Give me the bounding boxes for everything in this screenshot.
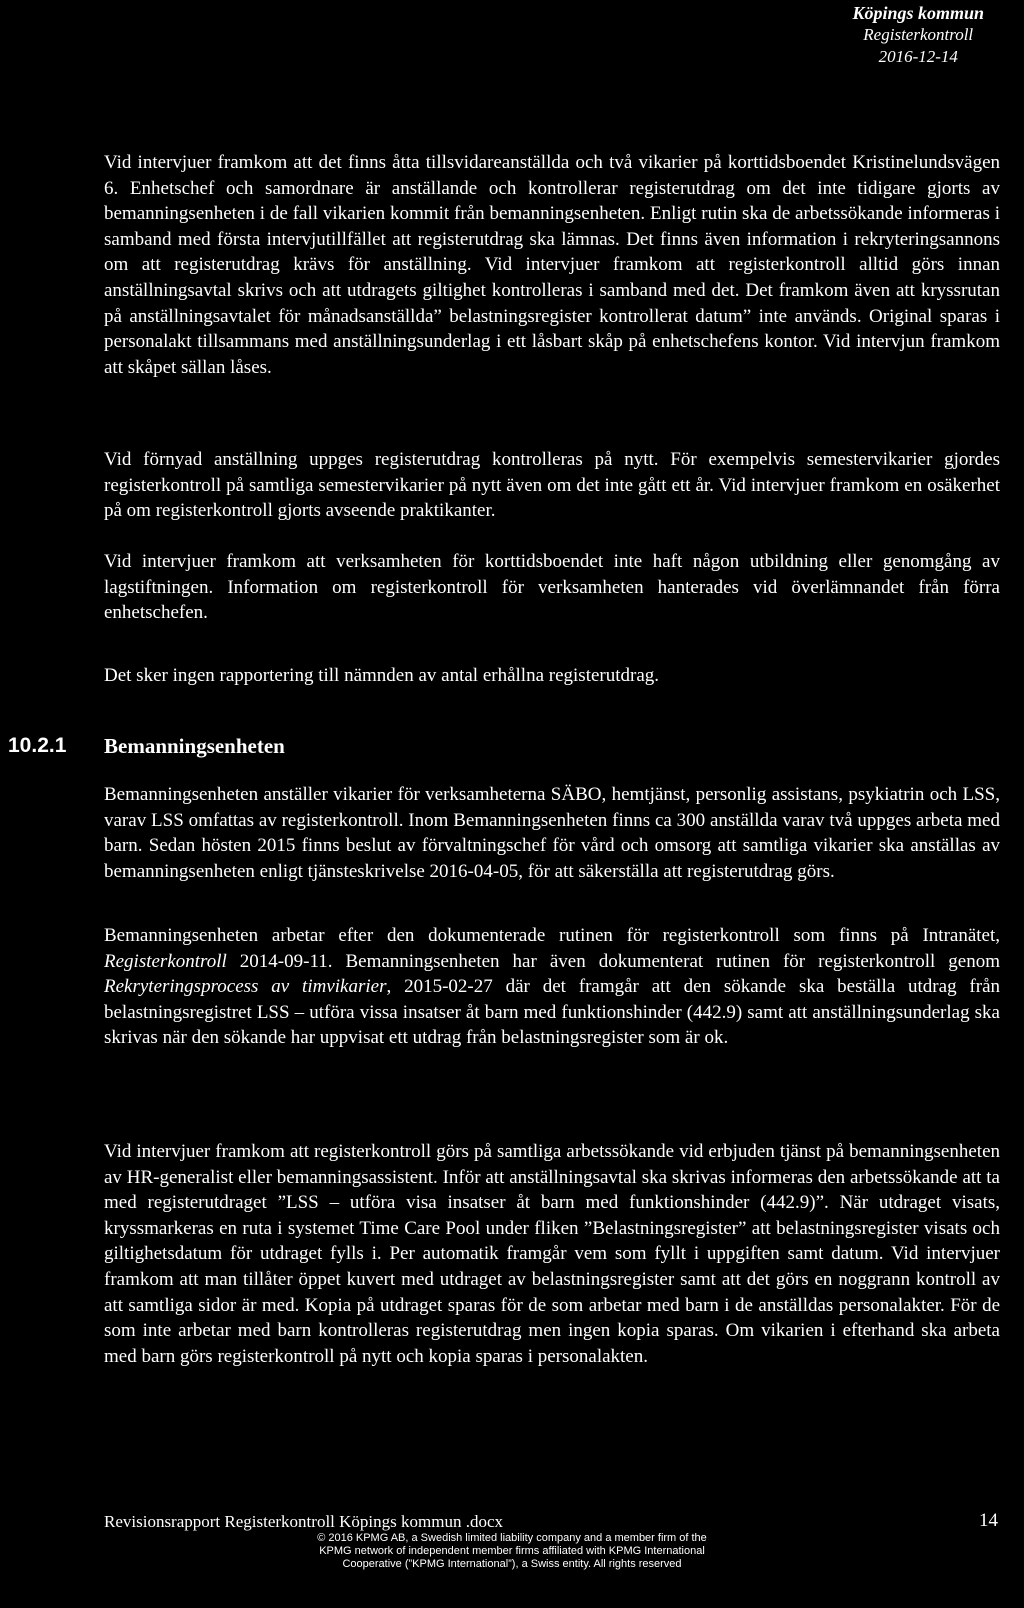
paragraph-3 [104, 549, 1000, 626]
header-document-title: Registerkontroll [863, 25, 974, 44]
section-paragraph-2 [104, 923, 1000, 1051]
section-paragraph-3 [104, 1139, 1000, 1369]
section-number: 10.2.1 [8, 734, 67, 757]
paragraph-text: Vid förnyad anställning uppges registerutdrag kontrolleras på nytt. För exempelvis semestervikarier gjordes registerkontroll på samtliga semestervikarier på nytt även om det inte gått ett år. Vid intervjuer framkom en osäkerhet på om registerkontroll gjorts avseende praktikanter. [104, 449, 1000, 522]
section-title: Bemanningsenheten [104, 734, 285, 758]
text-run: 2014-09-11. Bemanningsenheten har även dokumenterat rutinen för registerkontroll genom [226, 950, 1000, 972]
page-number: 14 [979, 1510, 998, 1531]
routine-title: Registerkontroll [104, 950, 227, 972]
process-title: Rekryteringsprocess av timvikarier [104, 976, 387, 998]
paragraph-1 [104, 150, 1000, 380]
page-header [852, 2, 984, 68]
header-date: 2016-12-14 [878, 47, 958, 66]
text-run: , 2015-02-27 där det framgår att den sökande ska beställa utdrag från belastningsregistret LSS – utföra vissa insatser åt barn med funktionshinder (442.9) samt att anställningsunderlag ska skrivas när den sökande har uppvisat ett utdrag från belastningsregister som är ok. [104, 976, 1001, 1049]
paragraph-text: Bemanningsenheten anställer vikarier för verksamheterna SÄBO, hemtjänst, personlig assistans, psykiatrin och LSS, varav LSS omfattas av registerkontroll. Inom Bemanningsenheten finns ca 300 anställda varav två uppges arbeta med barn. Sedan hösten 2015 finns beslut av förvaltningschef för vård och omsorg att samtliga vikarier ska anställas av bemanningsenheten enligt tjänsteskrivelse 2016-04-05, för att säkerställa att registerutdrag görs. [104, 784, 1000, 882]
paragraph-4 [104, 663, 1000, 689]
paragraph-text: Vid intervjuer framkom att det finns åtta tillsvidareanställda och två vikarier på korttidsboendet Kristinelundsvägen 6. Enhetschef och samordnare är anställande och kontrollerar registerutdrag om det inte tidigare gjorts av bemanningsenheten i de fall vikarien kommit från bemanningsenheten. Enligt rutin ska de arbetssökande informeras i samband med första intervjutillfället att registerutdrag ska lämnas. Det finns även information i rekryteringsannons om att registerutdrag krävs för anställning. Vid intervjuer framkom att registerkontroll alltid görs innan anställningsavtal skrivs och att utdragets giltighet kontrolleras i samband med det. Det framkom även att kryssrutan på anställningsavtalet för månadsanställda” belastningsregister kontrollerat datum” inte används. Original sparas i personalakt tillsammans med anställningsunderlag i ett låsbart skåp på enhetschefens kontor. Vid intervjun framkom att skåpet sällan låses. [104, 152, 1000, 378]
section-paragraph-1 [104, 782, 1000, 884]
paragraph-text: Vid intervjuer framkom att verksamheten för korttidsboendet inte haft någon utbildning eller genomgång av lagstiftningen. Information om registerkontroll för verksamheten hanterades vid överlämnandet från förra enhetschefen. [104, 551, 1000, 624]
copyright-line: KPMG network of independent member firms affiliated with KPMG International [319, 1545, 705, 1557]
paragraph-text: Det sker ingen rapportering till nämnden av antal erhållna registerutdrag. [104, 665, 660, 686]
copyright-line: © 2016 KPMG AB, a Swedish limited liability company and a member firm of the [317, 1532, 707, 1544]
copyright-line: Cooperative (”KPMG International”), a Swiss entity. All rights reserved [342, 1558, 682, 1570]
footer-filename: Revisionsrapport Registerkontroll Köpings kommun .docx [104, 1512, 503, 1531]
paragraph-2 [104, 447, 1000, 524]
text-run: Bemanningsenheten arbetar efter den dokumenterade rutinen för registerkontroll som finns på Intranätet, [104, 925, 1000, 946]
paragraph-text: Vid intervjuer framkom att registerkontroll görs på samtliga arbetssökande vid erbjuden tjänst på bemanningsenheten av HR-generalist eller bemanningsassistent. Inför att anställningsavtal ska skrivas informeras den arbetssökande att ta med registerutdraget ”LSS – utföra visa insatser åt barn med funktionshinder (442.9)”. När utdraget visats, kryssmarkeras en ruta i systemet Time Care Pool under fliken ”Belastningsregister” att belastningsregister visats och giltighetsdatum för utdraget fylls i. Per automatik framgår vem som fyllt i uppgiften samt datum. Vid intervjuer framkom att man tillåter öppet kuvert med utdraget av belastningsregister samt att det görs en noggrann kontroll av att samtliga sidor är med. Kopia på utdraget sparas för de som arbetar med barn i de anställdas personalakter. För de som inte arbetar med barn kontrolleras registerutdrag men ingen kopia sparas. Om vikarien i efterhand ska arbeta med barn görs registerkontroll på nytt och kopia sparas i personalakten. [104, 1141, 1000, 1367]
copyright-notice [0, 1532, 1024, 1571]
paragraph-text [104, 923, 1000, 1051]
header-organization: Köpings kommun [852, 3, 984, 23]
